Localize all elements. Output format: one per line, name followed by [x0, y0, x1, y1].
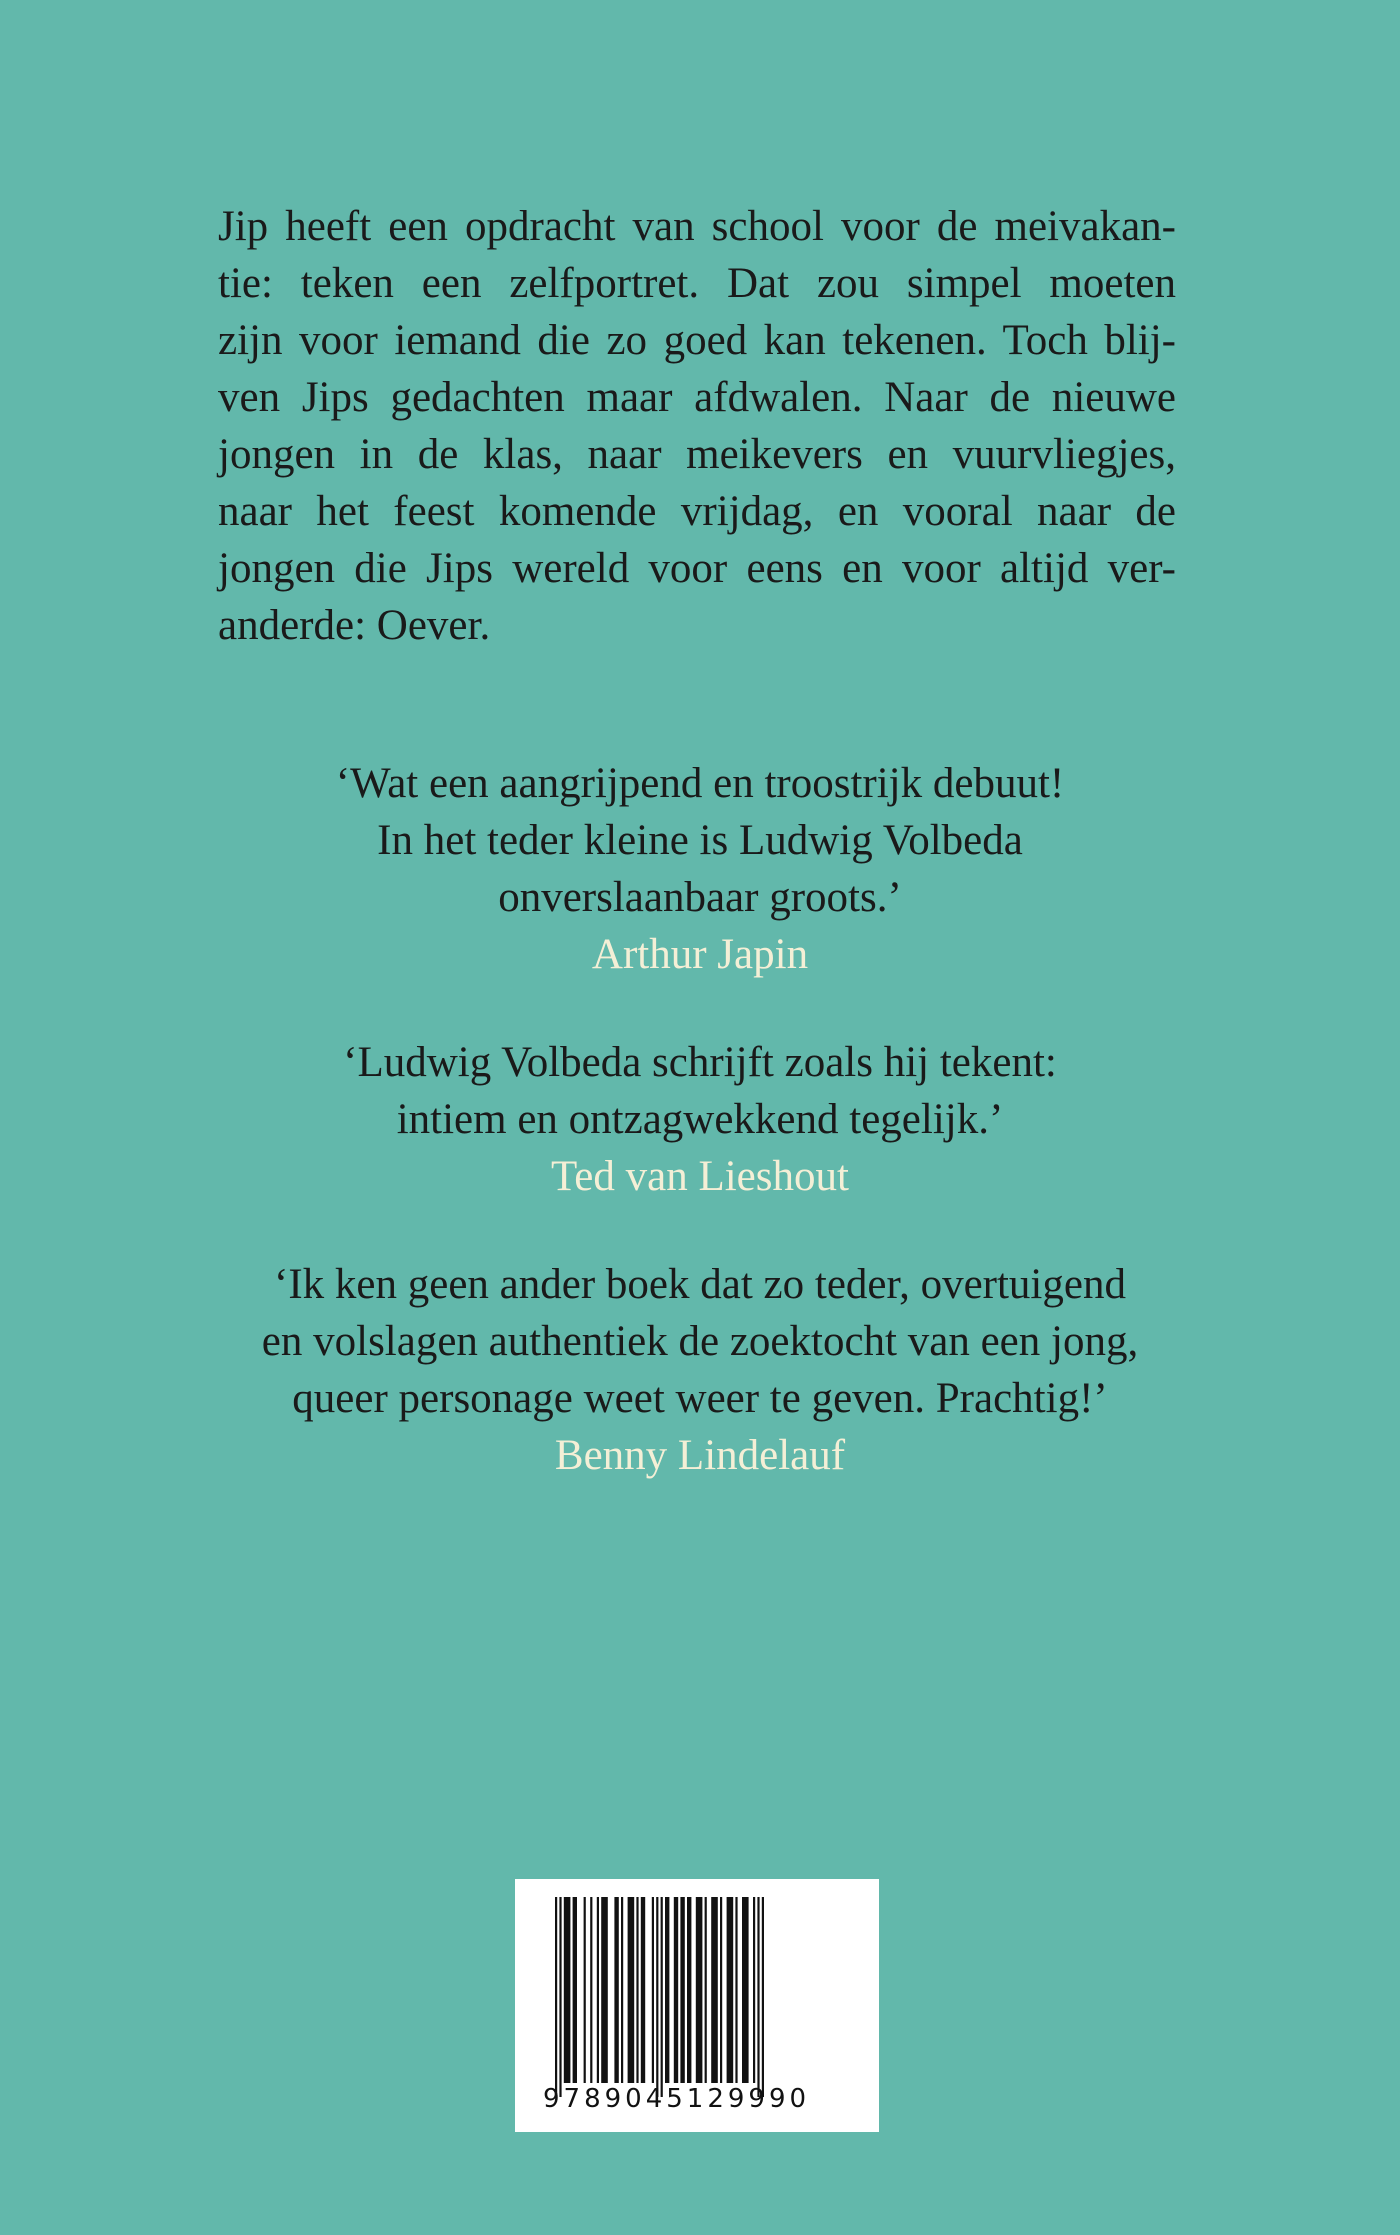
- barcode-bar: [597, 1897, 599, 2083]
- barcode-bar: [711, 1897, 718, 2083]
- blurb-line: jongen die Jips wereld voor eens en voor altijd ver-: [218, 545, 1176, 592]
- barcode-bar: [584, 1897, 586, 2083]
- quote-line: en volslagen authentiek de zoektocht van een jong,: [261, 1318, 1139, 1365]
- review-quotes: [0, 755, 1400, 1535]
- quote-line: In het teder kleine is Ludwig Volbeda: [377, 817, 1023, 864]
- blurb-text: [218, 198, 1176, 654]
- barcode-bar: [696, 1897, 703, 2083]
- barcode-bar: [757, 1897, 759, 2097]
- barcode-bar: [665, 1897, 669, 2083]
- barcode-bar: [636, 1897, 638, 2083]
- quote-author: Benny Lindelauf: [554, 1432, 846, 1479]
- barcode-bar: [720, 1897, 722, 2083]
- blurb-line: tie: teken een zelfportret. Dat zou simpel moeten: [218, 260, 1176, 307]
- blurb-line: ven Jips gedachten maar afdwalen. Naar de nieuwe: [218, 374, 1176, 421]
- barcode-bar: [559, 1897, 561, 2097]
- blurb-line: anderde: Oever.: [218, 602, 491, 649]
- barcode-bar: [614, 1897, 618, 2083]
- barcode-bar: [762, 1897, 764, 2097]
- blurb-line: jongen in de klas, naar meikevers en vuurvliegjes,: [218, 431, 1176, 478]
- quote-line: queer personage weet weer te geven. Prachtig!’: [292, 1375, 1108, 1422]
- barcode-bar: [573, 1897, 577, 2083]
- barcode-bar: [652, 1897, 654, 2083]
- barcode-bar: [656, 1897, 658, 2097]
- barcode-bar: [555, 1897, 557, 2097]
- quote-line: ‘Wat een aangrijpend en troostrijk debuut!: [335, 760, 1065, 807]
- barcode-bar: [621, 1897, 623, 2083]
- barcode-bar: [687, 1897, 691, 2083]
- blurb-line: zijn voor iemand die zo goed kan tekenen. Toch blij-: [218, 317, 1176, 364]
- blurb-line: naar het feest komende vrijdag, en vooral naar de: [218, 488, 1176, 535]
- barcode-bar: [680, 1897, 684, 2083]
- quote-line: ‘Ik ken geen ander boek dat zo teder, overtuigend: [274, 1261, 1126, 1308]
- barcode-bar: [674, 1897, 678, 2083]
- isbn-barcode: [515, 1879, 879, 2132]
- quote-arthur-japin: [0, 755, 1400, 983]
- barcode-bar: [705, 1897, 707, 2083]
- barcode-bar: [601, 1897, 608, 2083]
- barcode-bar: [661, 1897, 663, 2097]
- barcode-bar: [753, 1897, 755, 2083]
- quote-line: intiem en ontzagwekkend tegelijk.’: [396, 1096, 1004, 1143]
- barcode-bar: [628, 1897, 635, 2083]
- barcode-bar: [735, 1897, 737, 2083]
- quote-author: Ted van Lieshout: [551, 1153, 849, 1200]
- quote-author: Arthur Japin: [591, 931, 809, 978]
- isbn-number: 9789045129990: [543, 2084, 811, 2114]
- quote-benny-lindelauf: [0, 1256, 1400, 1484]
- barcode-bar: [564, 1897, 571, 2083]
- quote-ted-van-lieshout: [0, 1034, 1400, 1205]
- quote-line: ‘Ludwig Volbeda schrijft zoals hij tekent:: [343, 1039, 1057, 1086]
- barcode-bar: [590, 1897, 592, 2083]
- quote-line: onverslaanbaar groots.’: [498, 874, 902, 921]
- blurb-line: Jip heeft een opdracht van school voor de meivakan-: [218, 203, 1176, 250]
- barcode-bar: [742, 1897, 749, 2083]
- barcode-bar: [727, 1897, 734, 2083]
- barcode-bar: [641, 1897, 645, 2083]
